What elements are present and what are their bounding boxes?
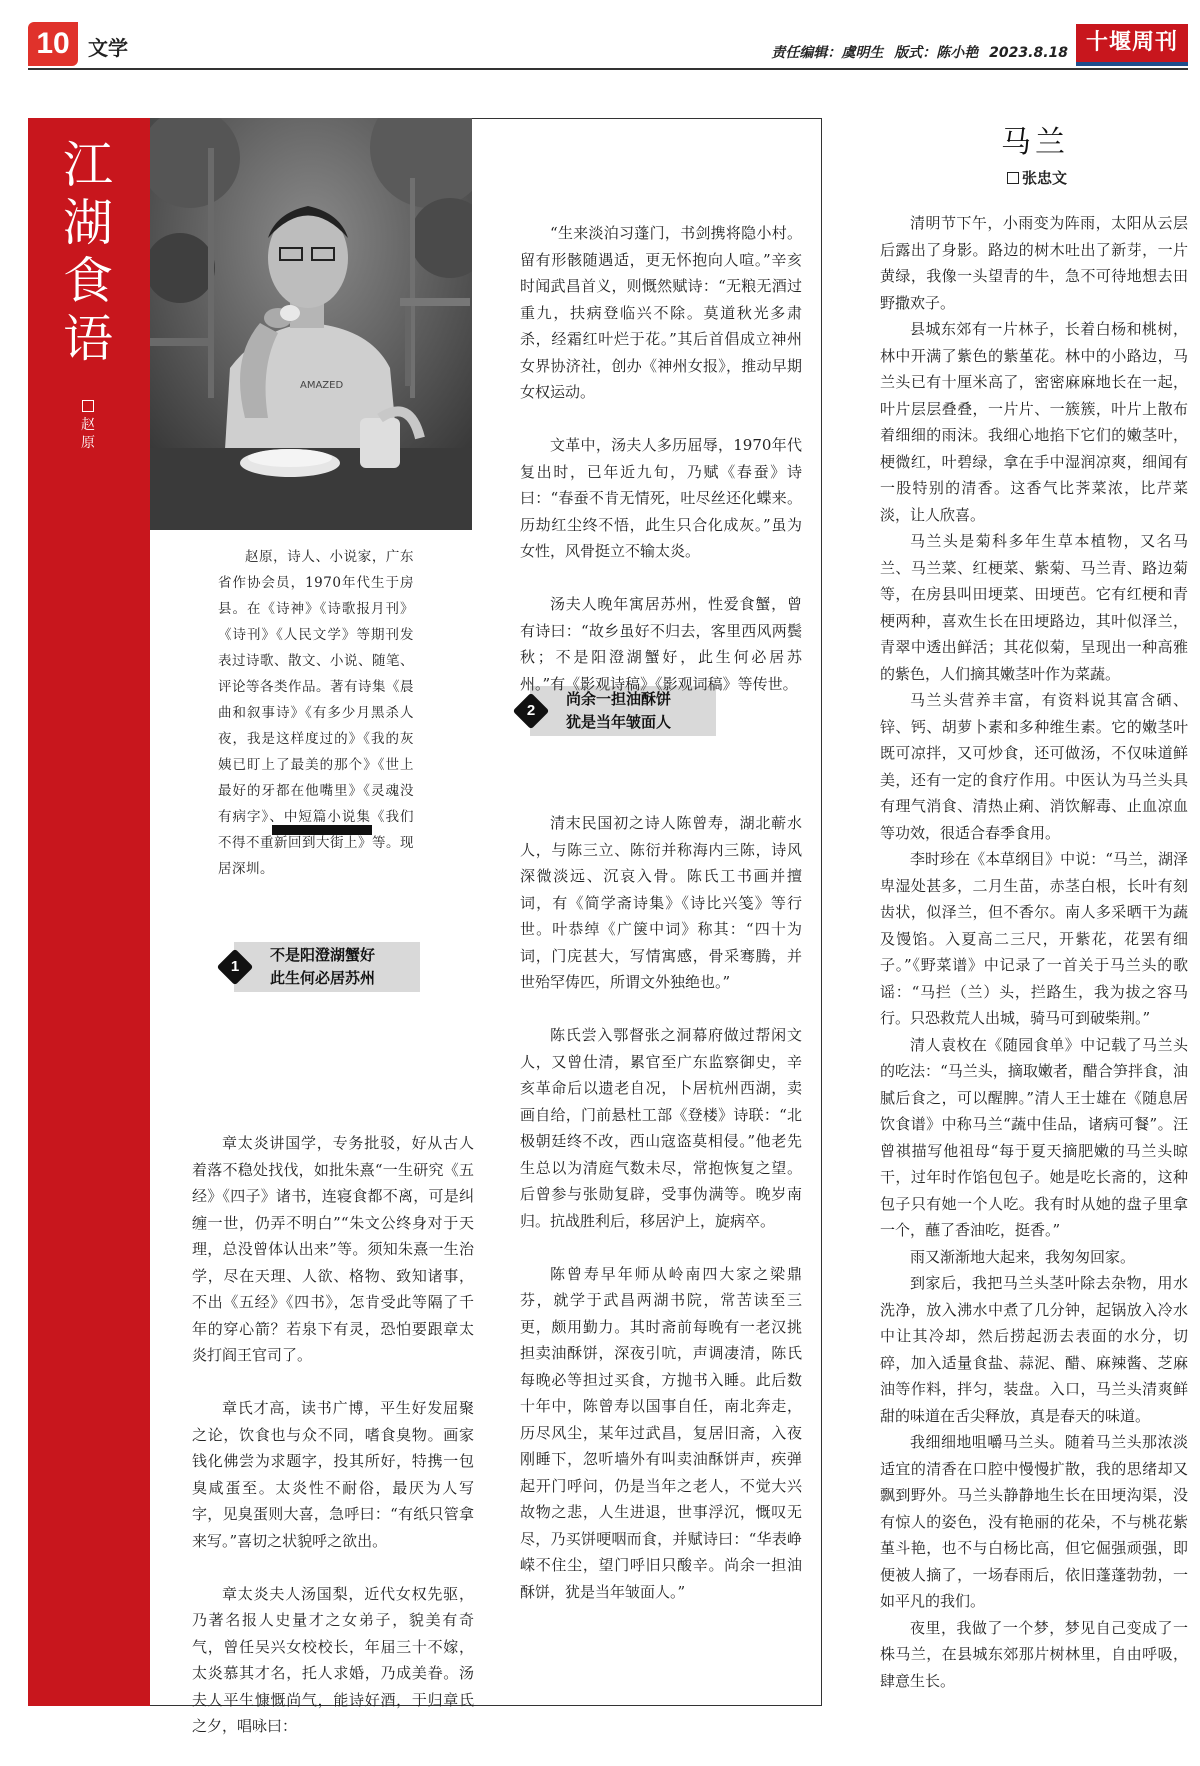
subhead-1 (230, 942, 420, 992)
subhead-number-badge: 2 (513, 693, 550, 730)
svg-text:AMAZED: AMAZED (300, 380, 344, 391)
column-title-char: 湖 (63, 194, 113, 252)
subhead-number-badge: 1 (217, 949, 254, 986)
section-label: 文学 (88, 36, 128, 60)
paragraph: 夜里，我做了一个梦，梦见自己变成了一株马兰，在县城东郊那片树林里，自由呼吸，肆意生长。 (880, 1618, 1188, 1690)
paragraph: 我细细地咀嚼马兰头。随着马兰头那浓淡适宜的清香在口腔中慢慢扩散，我的思绪却又飘到野外。马兰头静静地生长在田埂沟渠，没有惊人的姿色，没有艳丽的花朵，不与桃花紫堇斗艳，也不与白杨比高，但它倔强顽强，即便被人摘了，一场春雨后，依旧蓬蓬勃勃，一如平凡的我们。 (880, 1433, 1188, 1610)
column-author (78, 400, 98, 452)
column-author-char: 赵 (81, 417, 95, 433)
paragraph: 汤夫人晚年寓居苏州，性爱食蟹，曾有诗曰：“故乡虽好不归去，客里西风两鬓秋；不是阳澄湖蟹好，此生何必居苏州。”有《影观诗稿》《影观词稿》等传世。 (520, 595, 802, 693)
paragraph: 章太炎讲国学，专务批驳，好从古人着落不稳处找伐，如批朱熹“一生研究《五经》《四子》诸书，连寝食都不离，可是纠缠一世，仍弄不明白”“朱文公终身对于天理，总没曾体认出来”等。须知朱熹一生治学，尽在天理、人欲、格物、致知诸事，不出《五经》《四书》，怎肯受此等隔了千年的穿心箭？若泉下有灵，恐怕要跟章太炎打阎王官司了。 (192, 1134, 474, 1364)
author-photo-image (150, 118, 472, 530)
paragraph: 马兰头是菊科多年生草本植物，又名马兰、马兰菜、红梗菜、紫菊、马兰青、路边菊等，在房县叫田埂菜、田埂芭。它有红梗和青梗两种，喜欢生长在田埂路边，其叶似泽兰，青翠中透出鲜活；其花似菊，呈现出一种高雅的紫色，人们摘其嫩茎叶作为菜蔬。 (880, 532, 1188, 683)
paragraph: “生来淡泊习蓬门，书剑携将隐小村。留有形骸随遇适，更无怀抱向人喧。”辛亥时闻武昌首义，则慨然赋诗：“无粮无酒过重九，扶病登临兴不除。莫道秋光多肃杀，经霜红叶烂于花。”其后首倡成立神州女界协济社，创办《神州女报》，推动早期女权运动。 (520, 224, 802, 401)
column-text-b (520, 220, 802, 724)
essay-body (880, 210, 1188, 1694)
essay-author: 张忠文 (1022, 169, 1068, 187)
subhead-line: 不是阳澄湖蟹好 (270, 946, 376, 964)
masthead-logo: 十堰周刊 (1076, 24, 1188, 62)
paragraph: 清明节下午，小雨变为阵雨，太阳从云层后露出了身影。路边的树木吐出了新芽，一片黄绿，我像一头望青的牛，急不可待地想去田野撒欢子。 (880, 214, 1188, 312)
subhead-line: 犹是当年皱面人 (566, 713, 672, 731)
column-text-a (192, 1130, 474, 1766)
subhead-line: 尚余一担油酥饼 (566, 690, 672, 708)
header-credits (765, 44, 1068, 62)
issue-date: 2023.8.18 (989, 45, 1068, 61)
paragraph: 清末民国初之诗人陈曾寿，湖北蕲水人，与陈三立、陈衍并称海内三陈，诗风深微淡远、沉哀入骨。陈氏工书画并擅词，有《简学斋诗集》《诗比兴笺》等行世。叶恭绰《广箧中词》称其：“四十为词，门庑甚大，写情寓感，骨采骞腾，并世殆罕俦匹，所谓文外独绝也。” (520, 814, 802, 991)
paragraph: 雨又渐渐地大起来，我匆匆回家。 (910, 1247, 1136, 1266)
column-title-char: 语 (63, 310, 113, 368)
paragraph: 陈曾寿早年师从岭南四大家之梁鼎芬，就学于武昌两湖书院，常苦读至三更，颇用勤力。其时斋前每晚有一老汉挑担卖油酥饼，深夜引吭，声调凄清，陈氏每晚必等担过买食，方抛书入睡。此后数十年中，陈曾寿以国事自任，南北奔走，历尽风尘，某年过武昌，复居旧斋，入夜刚睡下，忽听墙外有叫卖油酥饼声，疾弹起开门呼问，仍是当年之老人，不觉大兴故物之悲，人生进退，世事浮沉，慨叹无尽，乃买饼哽咽而食，并赋诗曰：“华表峥嵘不住尘，望门呼旧只酸辛。尚余一担油酥饼，犹是当年皱面人。” (520, 1264, 802, 1601)
page-number: 10 (28, 22, 78, 66)
author-square-icon (82, 400, 94, 412)
paragraph: 到家后，我把马兰头茎叶除去杂物，用水洗净，放入沸水中煮了几分钟，起锅放入冷水中让其冷却，然后捞起沥去表面的水分，切碎，加入适量食盐、蒜泥、醋、麻辣酱、芝麻油等作料，拌匀，装盘。入口，马兰头清爽鲜甜的味道在舌尖释放，真是春天的味道。 (880, 1274, 1188, 1425)
subhead-line: 此生何必居苏州 (270, 969, 376, 987)
paragraph: 章氏才高，读书广博，平生好发屈聚之论，饮食也与众不同，嗜食臭物。画家钱化佛尝为求题字，投其所好，特携一包臭咸蛋至。太炎性不耐俗，最厌为人写字，见臭蛋则大喜，急呼曰：“有纸只管拿来写。”喜切之状貌呼之欲出。 (192, 1399, 474, 1550)
paragraph: 章太炎夫人汤国梨，近代女权先驱，乃著名报人史量才之女弟子，貌美有奇气，曾任吴兴女校校长，年届三十不嫁，太炎慕其才名，托人求婚，乃成美眷。汤夫人平生慷慨尚气，能诗好酒，于归章氏之夕，唱咏曰： (192, 1584, 474, 1735)
bio-divider (272, 825, 372, 835)
paragraph: 文革中，汤夫人多历屈辱，1970年代复出时，已年近九旬，乃赋《春蚕》诗曰：“春蚕不肯无情死，吐尽丝还化蝶来。历劫红尘终不悟，此生只合化成灰。”虽为女性，风骨挺立不输太炎。 (520, 436, 802, 560)
column-title-char: 食 (63, 252, 113, 310)
essay-title: 马兰 (1001, 125, 1069, 160)
layout-credit: 版式：陈小艳 (894, 45, 979, 61)
essay-byline (1007, 168, 1067, 188)
paragraph: 李时珍在《本草纲目》中说：“马兰，湖泽卑湿处甚多，二月生苗，赤茎白根，长叶有刻齿状，似泽兰，但不香尔。南人多采晒干为蔬及馒馅。入夏高二三尺，开紫花，花罢有细子。”《野菜谱》中记录了一首关于马兰头的歌谣：“马拦（兰）头，拦路生，我为拔之容马行。只恐救荒人出城，骑马可到破柴荆。” (880, 850, 1188, 1027)
paragraph: 陈氏尝入鄂督张之洞幕府做过帮闲文人，又曾仕清，累官至广东监察御史，辛亥革命后以遗老自况，卜居杭州西湖，卖画自给，门前悬杜工部《登楼》诗联：“北极朝廷终不改，西山寇盗莫相侵。”他老先生总以为清庭气数未尽，常抱恢复之望。后曾参与张勋复辟，受事伪满等。晚岁南归。抗战胜利后，移居沪上，旋病卒。 (520, 1026, 802, 1230)
paragraph: 清人袁枚在《随园食单》中记载了马兰头的吃法：“马兰头，摘取嫩者，醋合笋拌食，油腻后食之，可以醒脾。”清人王士雄在《随息居饮食谱》中称马兰“蔬中佳品，诸病可餐”。汪曾祺描写他祖母“每于夏天摘肥嫩的马兰头晾干，过年时作馅包包子。她是吃长斋的，这种包子只有她一个人吃。我有时从她的盘子里拿一个，蘸了香油吃，挺香。” (880, 1035, 1188, 1239)
editor-credit: 责任编辑：虞明生 (771, 45, 884, 61)
column-author-char: 原 (81, 435, 95, 451)
paragraph: 县城东郊有一片林子，长着白杨和桃树，林中开满了紫色的紫堇花。林中的小路边，马兰头已有十厘米高了，密密麻麻地长在一起，叶片层层叠叠，一片片、一簇簇，叶片上散布着细细的雨沫。我细心地掐下它们的嫩茎叶，梗微红，叶碧绿，拿在手中湿润凉爽，细闻有一股特别的清香。这香气比荠菜浓，比芹菜淡，让人欣喜。 (880, 320, 1188, 524)
column-title-char: 江 (63, 136, 113, 194)
author-bio: 赵原，诗人、小说家，广东省作协会员，1970年代生于房县。在《诗神》《诗歌报月刊》《诗刊》《人民文学》等期刊发表过诗歌、散文、小说、随笔、评论等各类作品。著有诗集《晨曲和叙事诗》《有多少月黑杀人夜，我是这样度过的》《我的灰姨已盯上了最美的那个》《世上最好的牙都在他嘴里》《灵魂没有病字》、中短篇小说集《我们不得不重新回到大街上》等。现居深圳。 (218, 549, 414, 877)
header-rule (28, 68, 1188, 70)
column-text-b2 (520, 810, 802, 1632)
author-photo (150, 118, 472, 530)
column-title (60, 136, 116, 368)
masthead-underline (1076, 62, 1188, 66)
paragraph: 马兰头营养丰富，有资料说其富含硒、锌、钙、胡萝卜素和多种维生素。它的嫩茎叶既可凉拌，又可炒食，还可做汤，不仅味道鲜美，还有一定的食疗作用。中医认为马兰头具有理气消食、清热止痢、消饮解毒、止血凉血等功效，很适合春季食用。 (880, 691, 1188, 842)
author-square-icon (1007, 172, 1019, 184)
